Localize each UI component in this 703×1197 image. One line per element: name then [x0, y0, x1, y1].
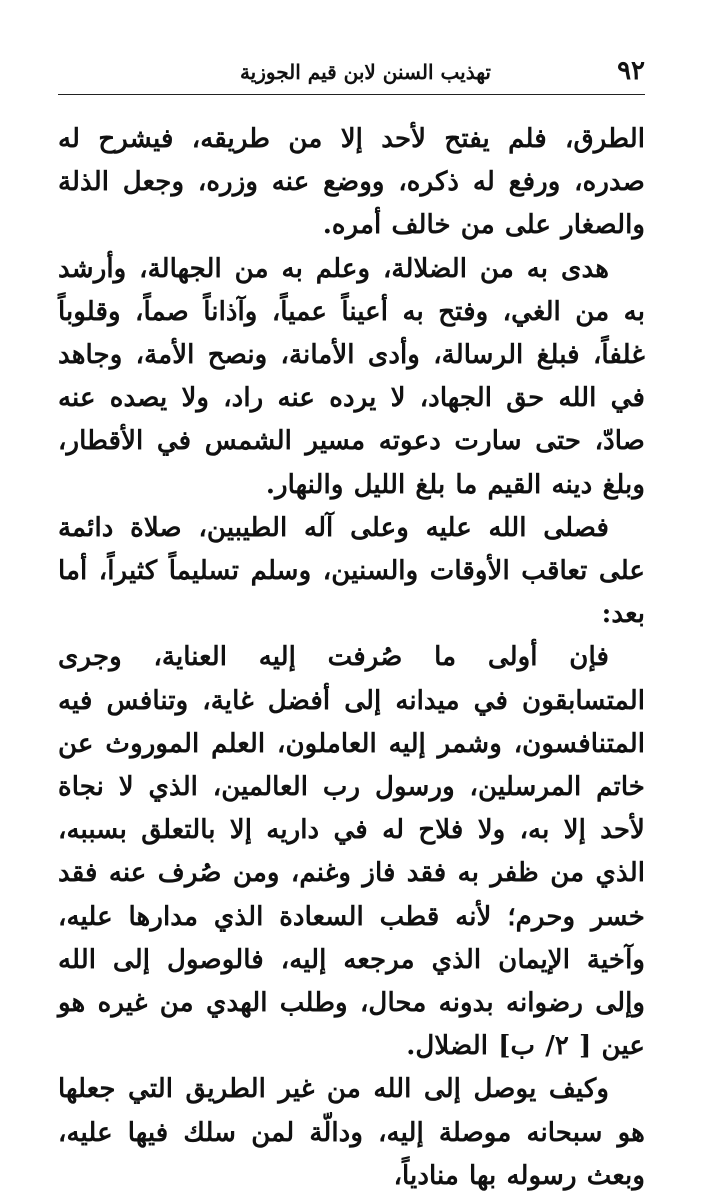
paragraph-1: الطرق، فلم يفتح لأحد إلا من طريقه، فيشرح له صدره، ورفع له ذكره، ووضع عنه وزره، وجعل الذلة والصغار على من خالف أمره.: [58, 123, 645, 241]
page-number: ٩٢: [617, 56, 645, 86]
main-text: [58, 117, 645, 1191]
paragraph-4: فإن أولى ما صُرفت إليه العناية، وجرى المتسابقون في ميدانه إلى أفضل غاية، وتنافس فيه المتنافسون، وشمر إليه العاملون، العلم الموروث عن خاتم المرسلين، ورسول رب العالمين، الذي لا نجاة لأحد إلا به، ولا فلاح له في داريه إلا بالتعلق بسببه، الذي من ظفر به فقد فاز وغنم، ومن صُرف عنه فقد خسر وحرم؛ لأنه قطب السعادة الذي مدارها عليه، وآخية الإيمان الذي مرجعه إليه، فالوصول إلى الله وإلى رضوانه بدونه محال، وطلب الهدي من غيره هو عين [ ٢/ ب] الضلال.: [58, 641, 645, 1062]
paragraph-5: وكيف يوصل إلى الله من غير الطريق التي جعلها هو سبحانه موصلة إليه، ودالّة لمن سلك فيها عليه، وبعث رسوله بها منادياً،: [58, 1073, 645, 1191]
running-title: تهذيب السنن لابن قيم الجوزية: [239, 60, 491, 84]
paragraph-2: هدى به من الضلالة، وعلم به من الجهالة، وأرشد به من الغي، وفتح به أعيناً عمياً، وآذاناً صماً، وقلوباً غلفاً، فبلغ الرسالة، وأدى الأمانة، ونصح الأمة، وجاهد في الله حق الجهاد، لا يرده عنه راد، ولا يصده عنه صادّ، حتى سارت دعوته مسير الشمس في الأقطار، وبلغ دينه القيم ما بلغ الليل والنهار.: [58, 252, 645, 500]
page-header: [58, 50, 645, 95]
paragraph-3: فصلى الله عليه وعلى آله الطيبين، صلاة دائمة على تعاقب الأوقات والسنين، وسلم تسليماً كثيراً، أما بعد:: [58, 511, 645, 630]
